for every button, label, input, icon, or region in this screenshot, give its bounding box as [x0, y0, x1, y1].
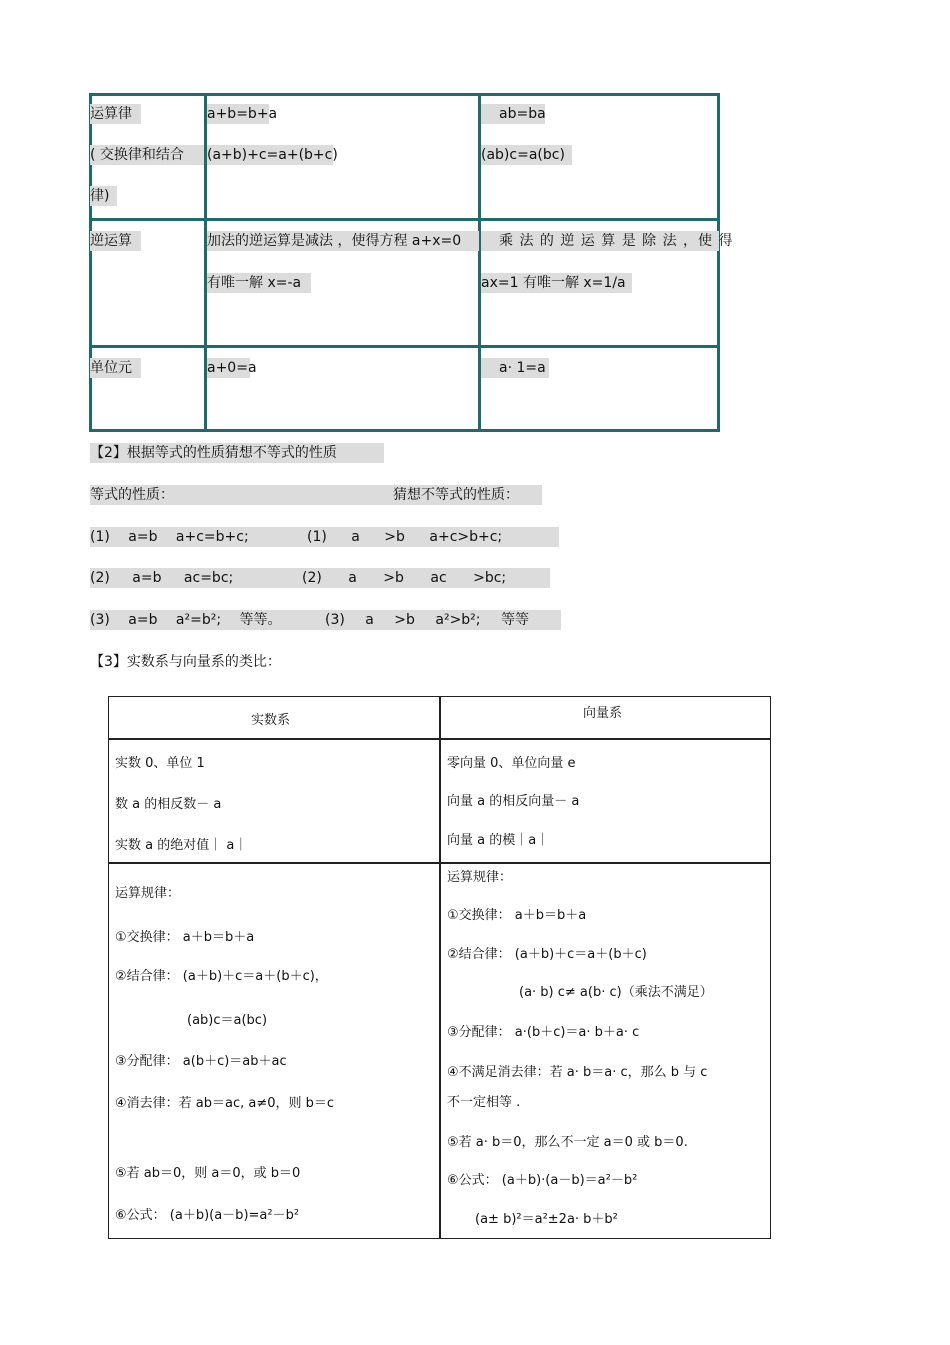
- vector-basic: 向量 a 的模｜a｜: [447, 833, 550, 848]
- header-real-system: 实数系: [251, 713, 291, 728]
- header-vector-system: 向量系: [583, 706, 623, 721]
- vector-rule: ①交换律： a＋b＝b＋a: [447, 908, 587, 923]
- multiplication-law: ab=ba: [481, 104, 545, 124]
- equality-property: (1) a=b a+c=b+c;: [90, 527, 307, 547]
- vector-rule: ②结合律： (a＋b)＋c＝a＋(b＋c): [447, 947, 647, 962]
- addition-law: (a+b)+c=a+(b+c): [207, 147, 338, 163]
- table-border: [109, 862, 770, 864]
- table-border: [439, 697, 441, 1238]
- addition-inverse: 加法的逆运算是减法 ，使得方程 a+x=0: [207, 231, 479, 251]
- inequality-property: (3) a >b a²>b²; 等等: [325, 610, 561, 630]
- vector-basic: 零向量 0、单位向量 e: [447, 756, 576, 771]
- real-rule: ②结合律： (a＋b)＋c＝a＋(b＋c)，: [115, 969, 328, 984]
- multiplication-identity: a· 1=a: [481, 358, 549, 378]
- row-label: 运算律: [90, 104, 141, 124]
- addition-inverse: 有唯一解 x=-a: [207, 273, 311, 293]
- vector-rule: ⑤若 a· b＝0，那么不一定 a＝0 或 b＝0.: [447, 1135, 688, 1150]
- table-border: [89, 429, 720, 432]
- vector-basic: 向量 a 的相反向量－ a: [447, 794, 580, 809]
- real-rule: (ab)c＝a(bc): [187, 1013, 268, 1028]
- table-border: [204, 93, 207, 432]
- vector-rule: ④不满足消去律：若 a· b＝a· c，那么 b 与 c: [447, 1065, 708, 1080]
- equality-header: 等式的性质：: [90, 485, 393, 505]
- addition-identity: a+0=a: [207, 360, 257, 376]
- multiplication-law: (ab)c=a(bc): [481, 145, 572, 165]
- vector-rule: 不一定相等 .: [447, 1095, 521, 1110]
- real-rule: ④消去律：若 ab＝ac, a≠0，则 b＝c: [115, 1096, 335, 1111]
- section-2-title: 【2】根据等式的性质猜想不等式的性质: [90, 443, 384, 463]
- vector-rule: ③分配律： a·(b＋c)＝a· b＋a· c: [447, 1025, 640, 1040]
- vector-rule: (a· b) c≠ a(b· c)（乘法不满足）: [519, 985, 713, 1000]
- real-rule: 运算规律：: [115, 886, 181, 901]
- table-border: [717, 93, 720, 432]
- real-basic: 数 a 的相反数－ a: [115, 797, 222, 812]
- addition-law: a+b=b+a: [207, 106, 278, 122]
- inequality-property: (2) a >b ac >bc;: [302, 568, 550, 588]
- row-label: 律): [90, 186, 117, 206]
- multiplication-inverse: ax=1 有唯一解 x=1/a: [481, 273, 632, 293]
- real-basic: 实数 0、单位 1: [115, 756, 205, 771]
- real-rule: ①交换律： a＋b＝b＋a: [115, 930, 255, 945]
- vector-rule: (a± b)²＝a²±2a· b＋b²: [475, 1212, 618, 1227]
- table-border: [89, 345, 720, 348]
- table-border: [109, 738, 770, 740]
- inequality-property: (1) a >b a+c>b+c;: [307, 527, 559, 547]
- real-vs-vector-table: [108, 696, 771, 1239]
- operation-laws-table: [89, 93, 720, 432]
- row-label: ( 交换律和结合: [90, 145, 204, 165]
- table-border: [89, 93, 720, 96]
- row-label: 逆运算: [90, 231, 141, 251]
- vector-rule: ⑥公式： (a＋b)·(a－b)＝a²－b²: [447, 1173, 638, 1188]
- inequality-header: 猜想不等式的性质：: [393, 485, 542, 505]
- table-border: [89, 93, 92, 432]
- real-rule: ⑥公式： (a＋b)(a－b)=a²－b²: [115, 1208, 300, 1223]
- vector-rule: 运算规律：: [447, 870, 513, 885]
- equality-property: (2) a=b ac=bc;: [90, 568, 302, 588]
- table-border: [89, 218, 720, 221]
- table-border: [478, 93, 481, 432]
- real-rule: ⑤若 ab＝0，则 a＝0，或 b＝0: [115, 1166, 301, 1181]
- section-3-title: 【3】实数系与向量系的类比：: [90, 654, 281, 670]
- row-label: 单位元: [90, 358, 141, 378]
- real-basic: 实数 a 的绝对值｜ a｜: [115, 838, 248, 853]
- equality-property: (3) a=b a²=b²; 等等。: [90, 610, 325, 630]
- real-rule: ③分配律： a(b＋c)＝ab＋ac: [115, 1054, 287, 1069]
- multiplication-inverse: 乘 法 的 逆 运 算 是 除 法 ，使 得: [481, 231, 719, 251]
